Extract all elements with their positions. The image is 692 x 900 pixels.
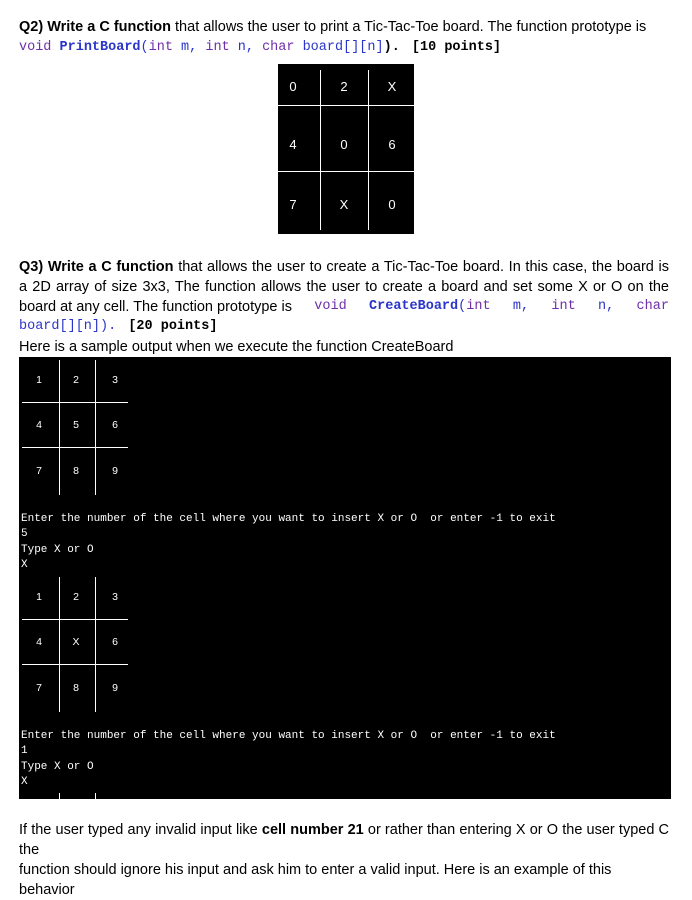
q3-proto-char: char (636, 299, 669, 314)
board1-cell-0-1: 2 (73, 374, 79, 386)
q3-line-1 (19, 257, 669, 277)
terminal-input-xo-1: X (21, 559, 28, 571)
footer-paragraph (19, 820, 669, 900)
terminal-input-2: 1 (21, 745, 28, 757)
q2-proto-n: n, (229, 40, 263, 55)
q2-paragraph (19, 17, 669, 58)
q3-proto-int2: int (551, 299, 576, 314)
q2-proto-open: ( (140, 40, 149, 55)
board2-cell-0-1: 2 (73, 591, 79, 603)
q3-line-3 (19, 297, 669, 317)
footer-bold: cell number 21 (261, 822, 364, 838)
q2-proto-char: char (262, 40, 295, 55)
q2-cell-0-0: 0 (289, 79, 297, 94)
board2-cell-1-2: 6 (112, 636, 118, 648)
board1-hline-2 (22, 447, 128, 448)
q3-proto-board: board[][n]). (19, 319, 117, 334)
q2-points: [10 points] (411, 40, 502, 55)
q2-cell-1-1: 0 (340, 137, 348, 152)
q2-proto-void: void (19, 40, 52, 55)
terminal-prompt-2: Enter the number of the cell where you want to insert X or O or enter -1 to exit (21, 730, 556, 742)
board2-cell-0-0: 1 (36, 591, 42, 603)
q3-line-2: a 2D array of size 3x3, The function allows the user to create a board and set some X or O on the (19, 279, 669, 295)
board1-hline-1 (22, 402, 128, 403)
board2-vline-1 (59, 577, 60, 712)
board2-vline-2 (95, 577, 96, 712)
q3-proto-int1: int (466, 299, 491, 314)
q2-proto-close: ). (383, 40, 400, 55)
board1-cell-0-0: 1 (36, 374, 42, 386)
terminal-type-prompt-1: Type X or O (21, 544, 94, 556)
q3-line3-text: board at any cell. The function prototype is (19, 299, 292, 315)
q3-paragraph (19, 257, 669, 357)
q2-board-image (278, 64, 414, 234)
board1-cell-2-1: 8 (73, 465, 79, 477)
q2-cell-2-2: 0 (388, 197, 396, 212)
board1-cell-2-2: 9 (112, 465, 118, 477)
q2-proto-fn: PrintBoard (59, 40, 141, 55)
board2-cell-2-2: 9 (112, 682, 118, 694)
footer-line-2: function should ignore his input and ask him to enter a valid input. Here is an example of this behavior (19, 862, 612, 898)
q2-proto-m: m, (172, 40, 206, 55)
board1-cell-0-2: 3 (112, 374, 118, 386)
q2-cell-0-1: 2 (340, 79, 348, 94)
terminal-output (19, 357, 671, 799)
terminal-input-xo-2: X (21, 776, 28, 788)
q2-cell-2-1: X (339, 197, 349, 212)
footer-text-1: If the user typed any invalid input like (19, 822, 258, 838)
q2-line-1 (19, 17, 669, 37)
board2-cell-0-2: 3 (112, 591, 118, 603)
q2-board-hline-1 (278, 105, 414, 106)
terminal-input-1: 5 (21, 528, 28, 540)
q2-proto-int2: int (205, 40, 230, 55)
q3-points: [20 points] (128, 319, 218, 334)
board1-cell-1-2: 6 (112, 419, 118, 431)
q2-lead: Write a C function (47, 19, 171, 35)
terminal-prompt-1: Enter the number of the cell where you want to insert X or O or enter -1 to exit (21, 513, 556, 525)
q3-sample-intro: Here is a sample output when we execute the function CreateBoard (19, 339, 454, 355)
board2-cell-1-1: X (72, 636, 80, 648)
q2-prototype (19, 38, 669, 58)
q3-proto-m: m, (512, 299, 530, 314)
q2-cell-2-0: 7 (289, 197, 297, 212)
q3-label: Q3) (19, 259, 44, 275)
board1-cell-1-1: 5 (73, 419, 79, 431)
q3-proto-void: void (314, 299, 347, 314)
q2-board-vline-1 (320, 70, 321, 230)
footer-line-1 (19, 820, 669, 860)
q2-cell-0-2: X (387, 79, 397, 94)
q3-proto-fn: CreateBoard (369, 299, 459, 314)
q3-line1-rest: that allows the user to create a Tic-Tac-Toe board. In this case, the board is (178, 259, 670, 275)
board1-vline-2 (95, 360, 96, 495)
q3-proto-fn-wrap: CreateBoard(int (369, 299, 491, 314)
q2-proto-board: board[][n] (294, 40, 384, 55)
board1-cell-2-0: 7 (36, 465, 42, 477)
q2-proto-int1: int (148, 40, 173, 55)
board3-vline-2-stub (95, 793, 96, 799)
q2-board-vline-2 (368, 70, 369, 230)
q2-cell-1-0: 4 (289, 137, 297, 152)
q2-cell-1-2: 6 (388, 137, 396, 152)
board2-cell-1-0: 4 (36, 636, 42, 648)
board2-hline-1 (22, 619, 128, 620)
terminal-type-prompt-2: Type X or O (21, 761, 94, 773)
q3-proto-n: n, (598, 299, 615, 314)
q3-lead: Write a C function (47, 259, 174, 275)
board2-hline-2 (22, 664, 128, 665)
q2-board-hline-2 (278, 171, 414, 172)
board3-vline-1-stub (59, 793, 60, 799)
q3-line-4 (19, 317, 669, 337)
q2-label: Q2) (19, 19, 44, 35)
footer-text-2: or rather than entering X or O the user typed C the (19, 822, 670, 858)
board1-vline-1 (59, 360, 60, 495)
board1-cell-1-0: 4 (36, 419, 42, 431)
q2-text: that allows the user to print a Tic-Tac-Toe board. The function prototype is (175, 19, 647, 35)
board2-cell-2-1: 8 (73, 682, 79, 694)
board2-cell-2-0: 7 (36, 682, 42, 694)
